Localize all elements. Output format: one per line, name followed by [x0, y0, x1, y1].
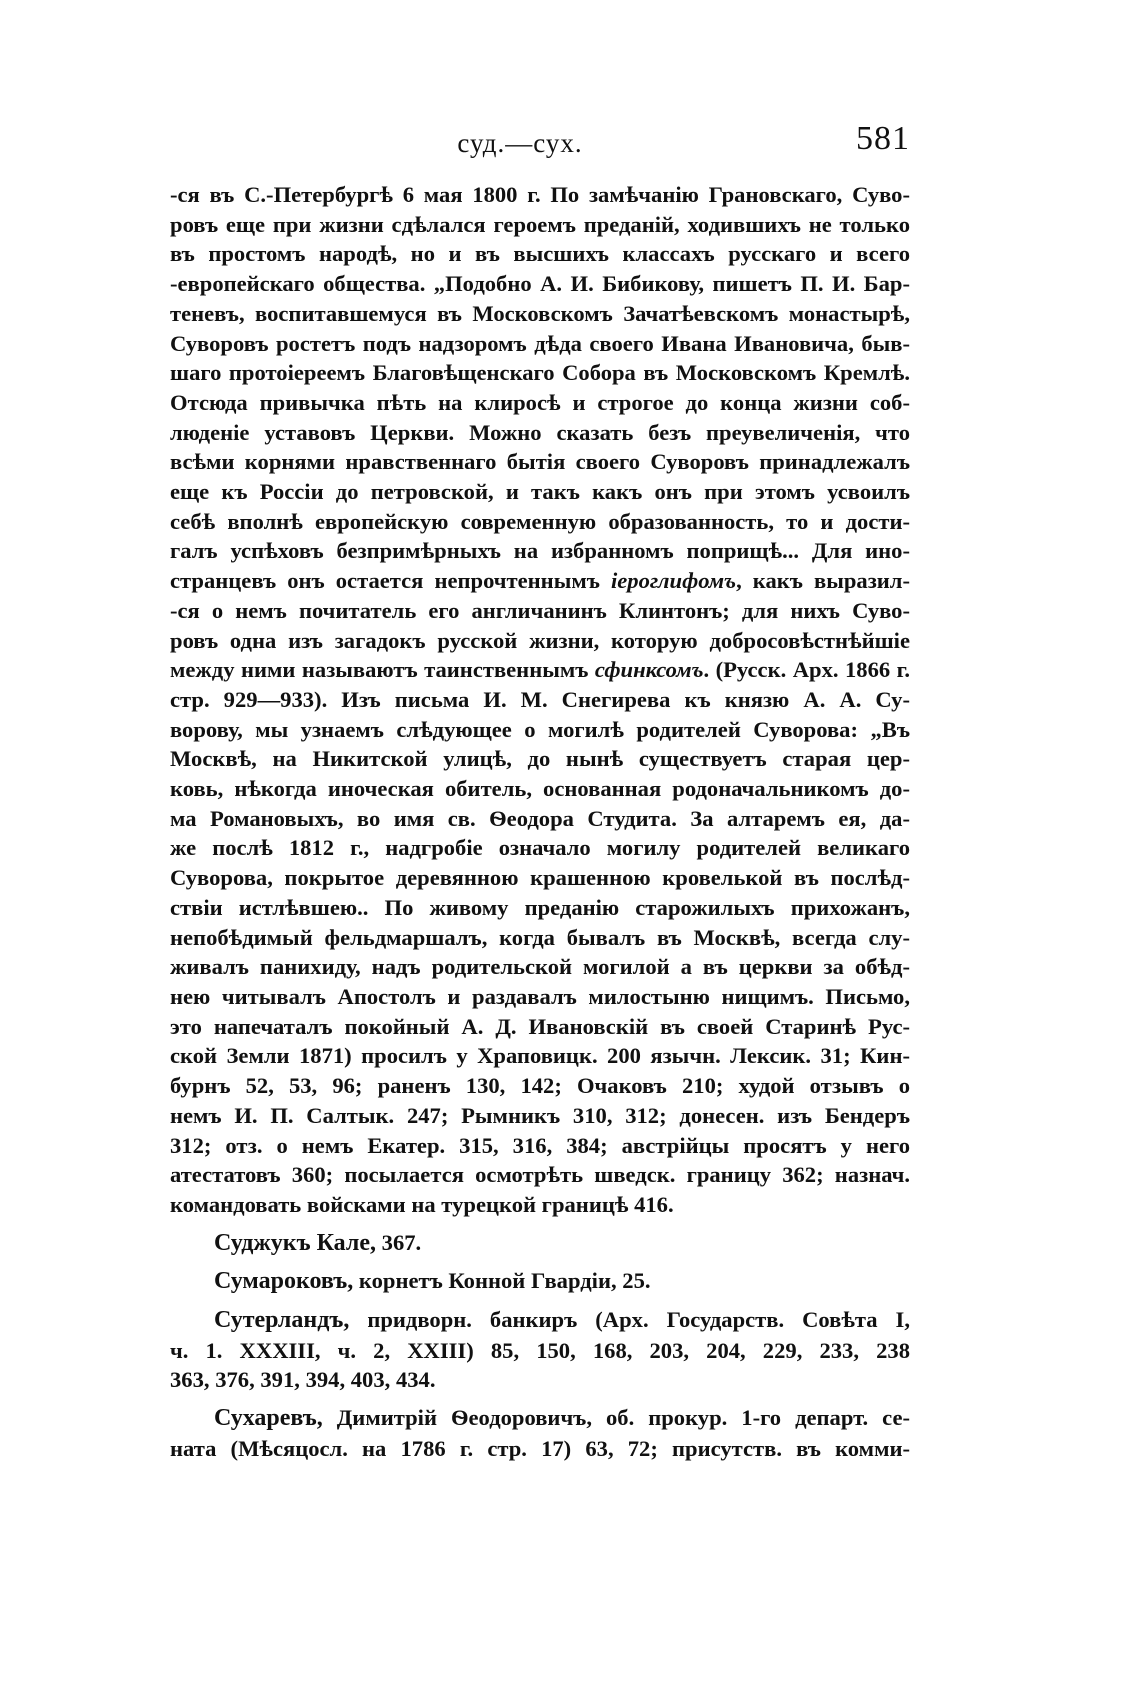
entry-headword: Сумароковъ,: [214, 1268, 354, 1295]
text-line: странцевъ онъ остается непрочтеннымъ іероглифомъ, какъ выразил-: [170, 568, 910, 594]
text-line: люденіе уставовъ Церкви. Можно сказать безъ преувеличенія, что: [170, 419, 910, 445]
book-page: [170, 120, 910, 1464]
entry-sukharev: [170, 1403, 910, 1463]
running-title: суд.—сух.: [457, 128, 583, 158]
text-line: -ся о немъ почитатель его англичанинъ Клинтонъ; для нихъ Суво-: [170, 597, 910, 623]
text-line: всѣми корнями нравственнаго бытія своего Суворовъ принадлежалъ: [170, 449, 910, 475]
text-line: ствіи истлѣвшею.. По живому преданію старожилыхъ прихожанъ,: [170, 894, 910, 920]
text-line: нею читывалъ Апостолъ и раздавалъ милостыню нищимъ. Письмо,: [170, 983, 910, 1009]
entry-line: ч. 1. XXXIII, ч. 2, XXIII) 85, 150, 168, 203, 204, 229, 233, 238: [170, 1337, 910, 1363]
entry-line: [170, 1403, 910, 1434]
entry-line: [170, 1228, 910, 1259]
text-line: еще къ Россіи до петровской, и такъ какъ онъ при этомъ усвоилъ: [170, 479, 910, 505]
text-line: ма Романовыхъ, во имя св. Ѳеодора Студита. За алтаремъ ея, да-: [170, 805, 910, 831]
text-line: теневъ, воспитавшемуся въ Московскомъ Зачатѣевскомъ монастырѣ,: [170, 300, 910, 326]
entry-sudzhuk-kale: [170, 1228, 910, 1259]
text-line: себѣ вполнѣ европейскую современную образованность, то и дости-: [170, 508, 910, 534]
entry-headword: Сутерландъ,: [214, 1307, 350, 1334]
suvorov-entry-continuation: [170, 180, 910, 1220]
text-line: же послѣ 1812 г., надгробіе означало могилу родителей великаго: [170, 835, 910, 861]
text-line: ворову, мы узнаемъ слѣдующее о могилѣ родителей Суворова: „Въ: [170, 716, 910, 742]
body-text: [170, 180, 910, 1464]
entry-line: [170, 1305, 910, 1336]
running-header: [170, 120, 910, 172]
entry-line: [170, 1266, 910, 1297]
entry-text: корнетъ Конной Гвардіи, 25.: [353, 1268, 651, 1294]
text-line: Суворова, покрытое деревянною крашенною кровелькой въ послѣд-: [170, 865, 910, 891]
entry-line: ната (Мѣсяцосл. на 1786 г. стр. 17) 63, 72; присутств. въ комми-: [170, 1435, 910, 1461]
text-line: шаго протоіереемъ Благовѣщенскаго Собора въ Московскомъ Кремлѣ.: [170, 360, 910, 386]
text-line: это напечаталъ покойный А. Д. Ивановскій въ своей Старинѣ Рус-: [170, 1013, 910, 1039]
page-number: 581: [856, 120, 910, 157]
text-line: -ся въ С.-Петербургѣ 6 мая 1800 г. По замѣчанію Грановскаго, Суво-: [170, 182, 910, 207]
text-line: -европейскаго общества. „Подобно А. И. Бибикову, пишетъ П. И. Бар-: [170, 271, 910, 297]
text-line: Москвѣ, на Никитской улицѣ, до нынѣ существуетъ старая цер-: [170, 746, 910, 772]
entry-headword: Суджукъ Кале,: [214, 1229, 376, 1256]
entry-text: придворн. банкиръ (Арх. Государств. Совѣта I,: [349, 1307, 910, 1333]
entry-line: 363, 376, 391, 394, 403, 434.: [170, 1367, 436, 1393]
text-line: бурнъ 52, 53, 96; раненъ 130, 142; Очаковъ 210; худой отзывъ о: [170, 1073, 910, 1099]
text-line: ровъ еще при жизни сдѣлался героемъ преданій, ходившихъ не только: [170, 211, 910, 237]
entry-text: 367.: [376, 1229, 422, 1255]
text-line: между ними называютъ таинственнымъ сфинксомъ. (Русск. Арх. 1866 г.: [170, 657, 910, 683]
text-line: галъ успѣховъ безпримѣрныхъ на избранномъ поприщѣ... Для ино-: [170, 538, 910, 564]
text-line: въ простомъ народѣ, но и въ высшихъ классахъ русскаго и всего: [170, 241, 910, 267]
text-line: 312; отз. о немъ Екатер. 315, 316, 384; австрійцы просятъ у него: [170, 1132, 910, 1158]
text-line: стр. 929—933). Изъ письма И. М. Снегирева къ князю А. А. Су-: [170, 686, 910, 712]
entry-headword: Сухаревъ,: [214, 1405, 323, 1432]
text-line: непобѣдимый фельдмаршалъ, когда бывалъ въ Москвѣ, всегда слу-: [170, 924, 910, 950]
text-line: атестатовъ 360; посылается осмотрѣть шведск. границу 362; назнач.: [170, 1162, 910, 1188]
text-line: ской Земли 1871) просилъ у Храповицк. 200 язычн. Лексик. 31; Кин-: [170, 1043, 910, 1069]
entry-sumarokov: [170, 1266, 910, 1297]
text-line: Отсюда привычка пѣть на клиросѣ и строгое до конца жизни соб-: [170, 389, 910, 415]
text-line: живалъ панихиду, надъ родительской могилой а въ церкви за обѣд-: [170, 954, 910, 980]
text-line: ковь, нѣкогда иноческая обитель, основанная родоначальникомъ до-: [170, 776, 910, 802]
text-line: ровъ одна изъ загадокъ русской жизни, которую добросовѣстнѣйшіе: [170, 627, 910, 653]
entry-suterland: [170, 1305, 910, 1395]
text-line: командовать войсками на турецкой границѣ 416.: [170, 1191, 674, 1217]
text-line: Суворовъ ростетъ подъ надзоромъ дѣда своего Ивана Ивановича, быв-: [170, 330, 910, 356]
entry-text: Димитрій Ѳеодоровичъ, об. прокур. 1-го департ. се-: [322, 1405, 910, 1431]
text-line: немъ И. П. Салтык. 247; Рымникъ 310, 312; донесен. изъ Бендеръ: [170, 1102, 910, 1128]
